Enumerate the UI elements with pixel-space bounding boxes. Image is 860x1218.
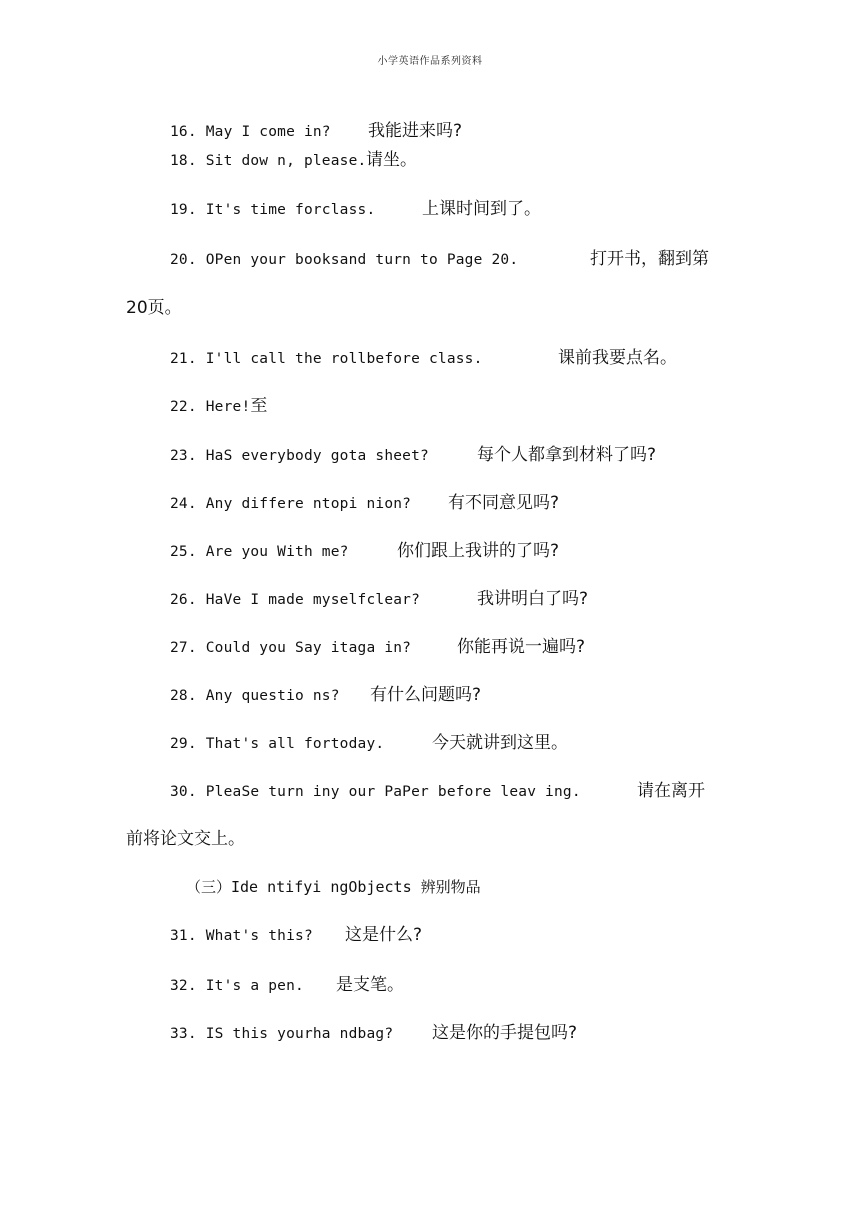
english-phrase: 23. HaS everybody gota sheet? [170, 448, 429, 464]
phrase-line [170, 781, 705, 802]
phrase-line [170, 637, 586, 658]
chinese-translation: 是支笔。 [336, 975, 404, 995]
english-phrase: 32. It's a pen. [170, 978, 304, 994]
english-phrase: 24. Any differe ntopi nion? [170, 496, 412, 512]
english-phrase: 26. HaVe I made myselfclear? [170, 592, 421, 608]
chinese-translation: 课前我要点名。 [558, 348, 677, 368]
english-phrase: 27. Could you Say itaga in? [170, 640, 412, 656]
phrase-line [170, 445, 657, 466]
section-heading: （三）Ide ntifyi ngObjects 辨别物品 [186, 878, 481, 896]
english-phrase: 21. I'll call the rollbefore class. [170, 351, 483, 367]
chinese-translation: 有什么问题吗? [370, 685, 482, 705]
english-phrase: 22. Here! [170, 399, 251, 415]
chinese-translation: 我能进来吗? [368, 121, 463, 141]
phrase-line [170, 541, 560, 562]
chinese-translation: 有不同意见吗? [448, 493, 560, 513]
chinese-translation: 至 [250, 396, 268, 416]
english-phrase: 25. Are you With me? [170, 544, 349, 560]
english-phrase: 20. OPen your booksand turn to Page 20. [170, 252, 519, 268]
chinese-translation: 你们跟上我讲的了吗? [397, 541, 560, 561]
english-phrase: 29. That's all fortoday. [170, 736, 385, 752]
chinese-translation: 我讲明白了吗? [477, 589, 589, 609]
phrase-line [170, 348, 677, 369]
chinese-translation: 每个人都拿到材料了吗? [477, 445, 657, 465]
phrase-line [170, 733, 568, 754]
chinese-translation-continued: 前将论文交上。 [126, 829, 245, 849]
english-phrase: 33. IS this yourha ndbag? [170, 1026, 394, 1042]
phrase-line [170, 199, 541, 220]
phrase-line [170, 249, 709, 270]
phrase-line [170, 925, 423, 946]
english-phrase: 28. Any questio ns? [170, 688, 340, 704]
phrase-line [170, 975, 404, 996]
phrase-line [170, 150, 417, 171]
chinese-translation: 这是你的手提包吗? [432, 1023, 578, 1043]
chinese-translation: 今天就讲到这里。 [432, 733, 568, 753]
english-phrase: 16. May I come in? [170, 124, 331, 140]
phrase-line [170, 493, 560, 514]
chinese-translation: 打开书，翻到第 [590, 249, 709, 269]
english-phrase: 31. What's this? [170, 928, 313, 944]
phrase-line [170, 1023, 578, 1044]
chinese-translation: 你能再说一遍吗? [457, 637, 586, 657]
phrase-line [170, 685, 482, 706]
chinese-translation: 请在离开 [637, 781, 705, 801]
english-phrase: 18. Sit dow n, please. [170, 153, 367, 169]
phrase-line [170, 396, 267, 417]
chinese-translation: 请坐。 [366, 150, 417, 170]
page-header: 小学英语作品系列资料 [377, 56, 483, 67]
phrase-line [170, 121, 463, 142]
english-phrase: 19. It's time forclass. [170, 202, 376, 218]
chinese-translation-continued: 20页。 [126, 298, 182, 318]
chinese-translation: 这是什么? [345, 925, 423, 945]
english-phrase: 30. PleaSe turn iny our PaPer before leav ing. [170, 784, 581, 800]
chinese-translation: 上课时间到了。 [422, 199, 541, 219]
phrase-line [170, 589, 589, 610]
